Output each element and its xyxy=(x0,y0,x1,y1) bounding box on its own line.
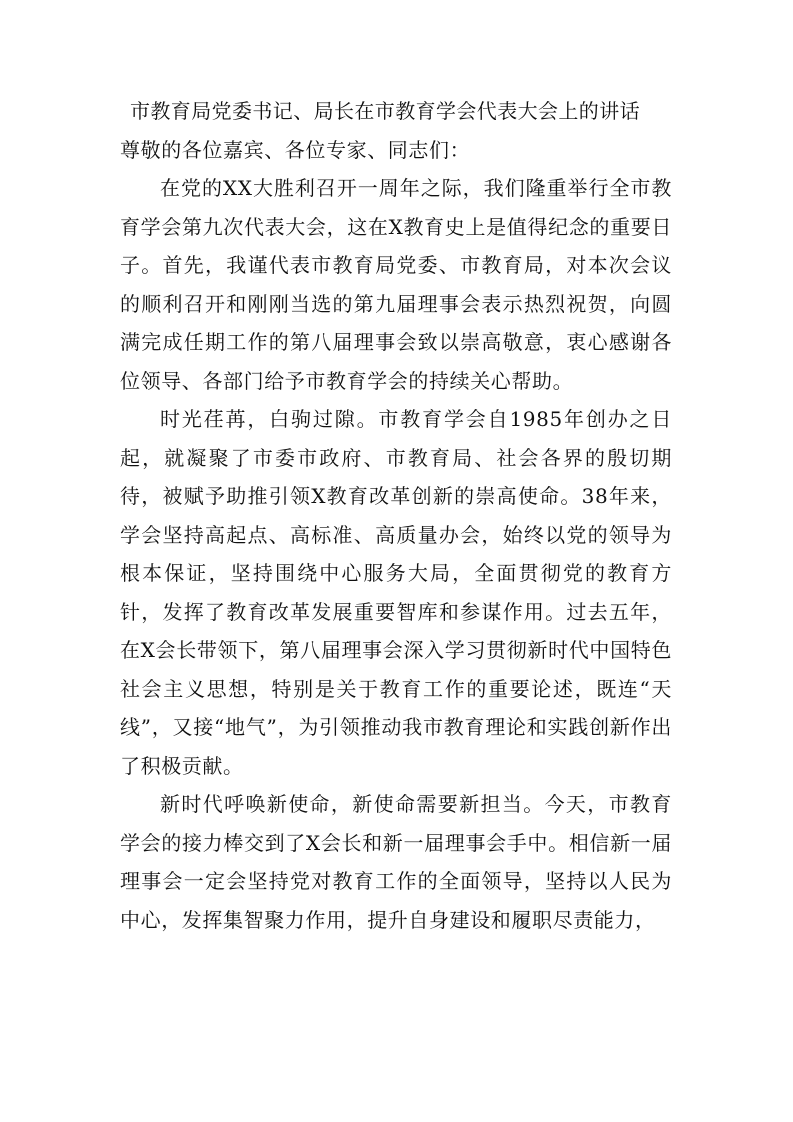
salutation: 尊敬的各位嘉宾、各位专家、同志们： xyxy=(120,137,471,162)
paragraph-new-era: 新时代呼唤新使命，新使命需要新担当。今天，市教育学会的接力棒交到了X会长和新一届理事会手中。相信新一届理事会一定会坚持党对教育工作的全面领导，坚持以人民为中心，发挥集智聚力作用，提升自身建设和履职尽责能力， xyxy=(120,792,672,932)
speech-title: 市教育局党委书记、局长在市教育学会代表大会上的讲话 xyxy=(130,99,640,123)
paragraph-opening: 在党的XX大胜利召开一周年之际，我们隆重举行全市教育学会第九次代表大会，这在X教育史上是值得纪念的重要日子。首先，我谨代表市教育局党委、市教育局，对本次会议的顺利召开和刚刚当选的第九届理事会表示热烈祝贺，向圆满完成任期工作的第八届理事会致以崇高敬意，衷心感谢各位领导、各部门给予市教育学会的持续关心帮助。 xyxy=(120,176,672,393)
paragraph-history: 时光荏苒，白驹过隙。市教育学会自1985年创办之日起，就凝聚了市委市政府、市教育局、社会各界的殷切期待，被赋予助推引领X教育改革创新的崇高使命。38年来，学会坚持高起点、高标准、高质量办会，始终以党的领导为根本保证，坚持围绕中心服务大局，全面贯彻党的教育方针，发挥了教育改革发展重要智库和参谋作用。过去五年，在X会长带领下，第八届理事会深入学习贯彻新时代中国特色社会主义思想，特别是关于教育工作的重要论述，既连“天线”，又接“地气”，为引领推动我市教育理论和实践创新作出了积极贡献。 xyxy=(120,407,672,778)
document-body xyxy=(120,92,672,939)
